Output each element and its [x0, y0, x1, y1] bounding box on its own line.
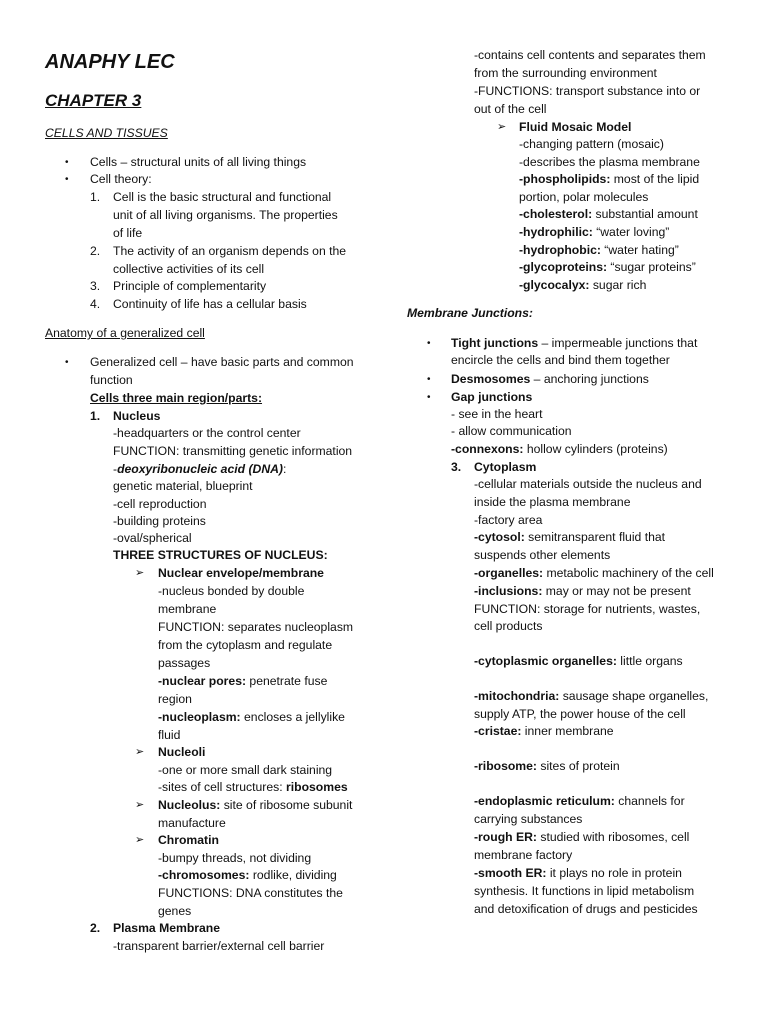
text-line: FUNCTION: storage for nutrients, wastes,	[474, 602, 701, 616]
term-line: -organelles: metabolic machinery of the cell	[474, 566, 714, 580]
sub-heading: Fluid Mosaic Model	[519, 120, 632, 134]
bullet-icon: •	[427, 374, 431, 385]
plasma-heading: Plasma Membrane	[113, 921, 221, 935]
list-number: 4.	[90, 297, 101, 311]
text-line: -oval/spherical	[113, 531, 192, 545]
term-line: -phospholipids: most of the lipid	[519, 172, 700, 186]
list-item: Cells – structural units of all living things	[90, 155, 307, 169]
text-line: FUNCTIONS: DNA constitutes the	[158, 886, 343, 900]
bullet-icon: •	[427, 338, 431, 349]
text-line: FUNCTION: transmitting genetic information	[113, 444, 353, 458]
text-line: -one or more small dark staining	[158, 763, 333, 777]
text-line: from the surrounding environment	[474, 66, 657, 80]
list-item: Generalized cell – have basic parts and common	[90, 355, 354, 369]
arrow-icon: ➢	[135, 567, 145, 579]
text-line: -changing pattern (mosaic)	[519, 137, 664, 151]
list-number: 1.	[90, 409, 101, 423]
text-line: from the cytoplasm and regulate	[158, 638, 333, 652]
list-number: 1.	[90, 190, 101, 204]
arrow-icon: ➢	[135, 834, 145, 846]
term-line: -rough ER: studied with ribosomes, cell	[474, 830, 690, 844]
bullet-icon: •	[65, 157, 69, 168]
regions-heading: Cells three main region/parts:	[90, 391, 263, 405]
term-line: -endoplasmic reticulum: channels for	[474, 794, 685, 808]
dna-line: -deoxyribonucleic acid (DNA):	[113, 462, 287, 476]
list-text: of life	[113, 226, 143, 240]
text-line: -cellular materials outside the nucleus and	[474, 477, 702, 491]
text-line: -transparent barrier/external cell barrier	[113, 939, 325, 953]
text-line: -nucleus bonded by double	[158, 584, 305, 598]
text-line: - allow communication	[451, 424, 572, 438]
bullet-icon: •	[65, 357, 69, 368]
term-line: -mitochondria: sausage shape organelles,	[474, 689, 709, 703]
text-line: -factory area	[474, 513, 543, 527]
text-line: encircle the cells and bind them together	[451, 353, 670, 367]
text-line: FUNCTION: separates nucleoplasm	[158, 620, 354, 634]
text-line: -cell reproduction	[113, 497, 207, 511]
text-line: manufacture	[158, 816, 226, 830]
term-line: -nuclear pores: penetrate fuse	[158, 674, 328, 688]
document-title: ANAPHY LEC	[45, 51, 175, 73]
text-line: cell products	[474, 619, 543, 633]
list-text: Cell is the basic structural and functional	[113, 190, 332, 204]
term-line: -nucleoplasm: encloses a jellylike	[158, 710, 345, 724]
text-line: -contains cell contents and separates them	[474, 48, 706, 62]
text-line: carrying substances	[474, 812, 583, 826]
text-line: - see in the heart	[451, 407, 543, 421]
text-line: synthesis. It functions in lipid metabolism	[474, 884, 695, 898]
list-number: 2.	[90, 921, 101, 935]
section-heading: CELLS AND TISSUES	[45, 126, 168, 140]
text-line: genes	[158, 904, 192, 918]
term-line: -sites of cell structures: ribosomes	[158, 780, 348, 794]
term-line: -smooth ER: it plays no role in protein	[474, 866, 682, 880]
term-line: -cytosol: semitransparent fluid that	[474, 530, 666, 544]
arrow-icon: ➢	[497, 121, 507, 133]
sub-heading: Gap junctions	[451, 390, 533, 404]
term-line: -ribosome: sites of protein	[474, 759, 620, 773]
bullet-icon: •	[427, 392, 431, 403]
text-line: and detoxification of drugs and pesticides	[474, 902, 698, 916]
text-line: supply ATP, the power house of the cell	[474, 707, 686, 721]
term-line: Desmosomes – anchoring junctions	[451, 372, 649, 386]
text-line: region	[158, 692, 192, 706]
list-text: collective activities of its cell	[113, 262, 265, 276]
arrow-icon: ➢	[135, 746, 145, 758]
text-line: -headquarters or the control center	[113, 426, 301, 440]
term-line: -inclusions: may or may not be present	[474, 584, 691, 598]
sub-heading: Nuclear envelope/membrane	[158, 566, 324, 580]
text-line: membrane factory	[474, 848, 573, 862]
list-text: The activity of an organism depends on the	[113, 244, 347, 258]
text-line: genetic material, blueprint	[113, 479, 253, 493]
list-item: Cell theory:	[90, 172, 152, 186]
list-item: function	[90, 373, 133, 387]
term-line: -hydrophilic: “water loving”	[519, 225, 670, 239]
term-line: -glycoproteins: “sugar proteins”	[519, 260, 696, 274]
term-line: -glycocalyx: sugar rich	[519, 278, 647, 292]
text-line: inside the plasma membrane	[474, 495, 631, 509]
term-line: -chromosomes: rodlike, dividing	[158, 868, 337, 882]
term-line: -cristae: inner membrane	[474, 724, 614, 738]
text-line: -building proteins	[113, 514, 206, 528]
chapter-heading: CHAPTER 3	[45, 91, 142, 110]
text-line: out of the cell	[474, 102, 547, 116]
nucleus-heading: Nucleus	[113, 409, 161, 423]
cytoplasm-heading: Cytoplasm	[474, 460, 537, 474]
arrow-icon: ➢	[135, 799, 145, 811]
junctions-heading: Membrane Junctions:	[407, 306, 533, 320]
list-text: Continuity of life has a cellular basis	[113, 297, 307, 311]
text-line: -FUNCTIONS: transport substance into or	[474, 84, 701, 98]
term-line: Tight junctions – impermeable junctions that	[451, 336, 698, 350]
bullet-icon: •	[65, 174, 69, 185]
list-number: 3.	[451, 460, 462, 474]
text-line: -bumpy threads, not dividing	[158, 851, 312, 865]
list-text: Principle of complementarity	[113, 279, 267, 293]
list-text: unit of all living organisms. The properties	[113, 208, 338, 222]
structures-heading: THREE STRUCTURES OF NUCLEUS:	[113, 548, 328, 562]
text-line: membrane	[158, 602, 217, 616]
term-line: -cholesterol: substantial amount	[519, 207, 698, 221]
text-line: passages	[158, 656, 211, 670]
sub-heading: Chromatin	[158, 833, 219, 847]
text-line: -describes the plasma membrane	[519, 155, 700, 169]
sub-heading: Nucleoli	[158, 745, 206, 759]
term-line: -connexons: hollow cylinders (proteins)	[451, 442, 668, 456]
anatomy-heading: Anatomy of a generalized cell	[45, 326, 205, 340]
list-number: 2.	[90, 244, 101, 258]
term-line: -cytoplasmic organelles: little organs	[474, 654, 683, 668]
text-line: fluid	[158, 728, 181, 742]
text-line: suspends other elements	[474, 548, 611, 562]
term-line: Nucleolus: site of ribosome subunit	[158, 798, 353, 812]
text-line: portion, polar molecules	[519, 190, 649, 204]
term-line: -hydrophobic: “water hating”	[519, 243, 679, 257]
list-number: 3.	[90, 279, 101, 293]
